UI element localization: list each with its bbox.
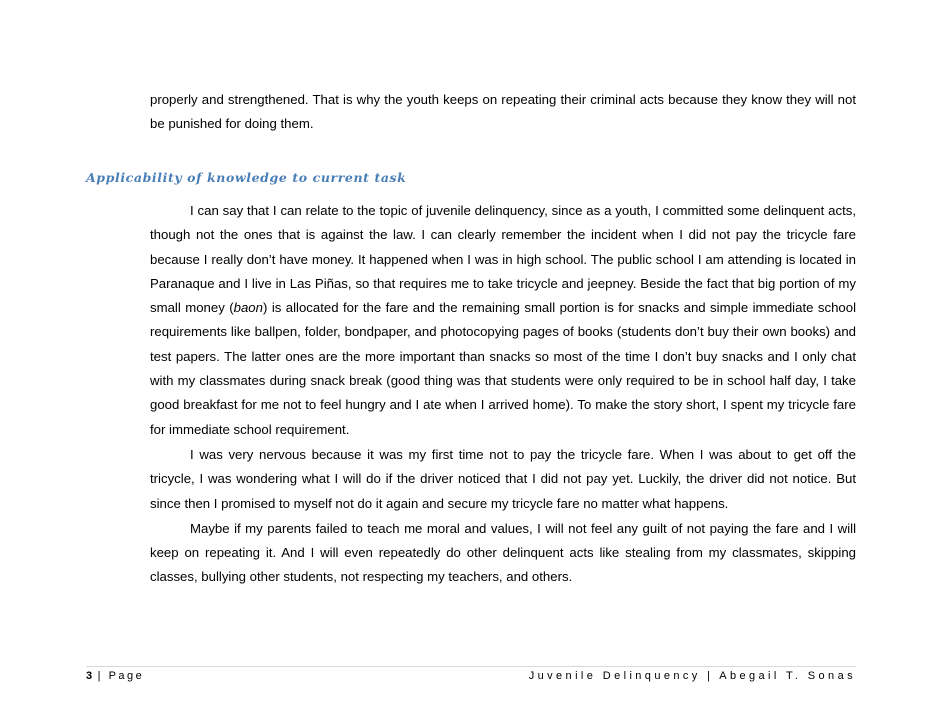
- paragraph-1-italic-word: baon: [233, 300, 263, 316]
- intro-text: properly and strengthened. That is why the youth keeps on repeating their criminal acts because they know they will not be punished for doing them.: [150, 92, 856, 132]
- paragraph-1-text-a: I can say that I can relate to the topic of juvenile delinquency, since as a youth, I committed some delinquent acts, though not the ones that is against the law. I can clearly remember the incident when I did not pay the tricycle fare because I really don’t have money. It happened when I was in high school. The public school I am attending is located in Paranaque and I live in Las Piñas, so that requires me to take tricycle and jeepney. Beside the fact that big portion of my small money (: [150, 203, 856, 316]
- section-body: [150, 199, 856, 590]
- section-heading: Applicability of knowledge to current task: [86, 170, 407, 185]
- paragraph-1: [150, 199, 856, 442]
- page-number: 3: [86, 670, 93, 682]
- footer-divider: [86, 666, 856, 667]
- paragraph-1-text-b: ) is allocated for the fare and the remaining small portion is for snacks and simple immediate school requirements like ballpen, folder, bondpaper, and photocopying pages of books (students don’t buy their own books) and test papers. The latter ones are the more important than snacks so most of the time I don’t buy snacks and I only chat with my classmates during snack break (good thing was that students were only required to be in school half day, I take good breakfast for me not to feel hungry and I ate when I arrived home). To make the story short, I spent my tricycle fare for immediate school requirement.: [150, 300, 857, 437]
- page-label: | Page: [92, 670, 145, 682]
- paragraph-3: Maybe if my parents failed to teach me moral and values, I will not feel any guilt of not paying the fare and I will keep on repeating it. And I will even repeatedly do other delinquent acts like stealing from my classmates, skipping classes, bullying other students, not respecting my teachers, and others.: [150, 520, 856, 585]
- footer-page-number: [86, 670, 144, 682]
- paragraph-2: I was very nervous because it was my first time not to pay the tricycle fare. When I was about to get off the tricycle, I was wondering what I will do if the driver noticed that I did not pay yet. Luckily, the driver did not notice. But since then I promised to myself not do it again and secure my tricycle fare no matter what happens.: [150, 446, 856, 511]
- footer-running-title: Juvenile Delinquency | Abegail T. Sonas: [528, 670, 856, 682]
- intro-paragraph: [150, 88, 856, 137]
